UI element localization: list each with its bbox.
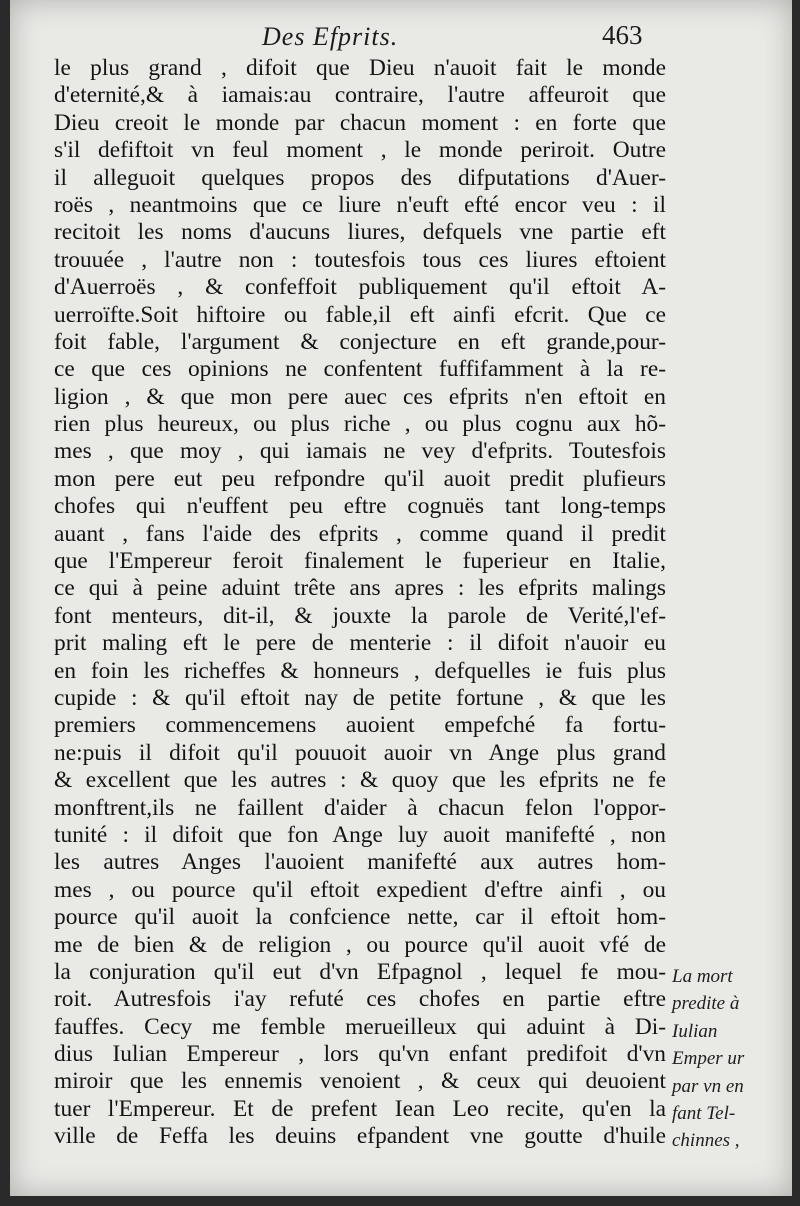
- margin-note-line: Iulian: [672, 1020, 718, 1042]
- text-line: roit. Autresfois i'ay refuté ces chofes en partie eftre: [54, 986, 666, 1013]
- text-line: le plus grand , difoit que Dieu n'auoit fait le monde: [54, 55, 666, 81]
- text-line: tunité : il difoit que fon Ange luy auoit manifefté , non: [54, 821, 666, 848]
- text-line: trouuée , l'autre non : toutesfois tous ces liures eftoient: [54, 246, 666, 273]
- text-line: d'Auerroës , & confeffoit publiquement qu'il eftoit A-: [54, 274, 666, 301]
- margin-note-line: La mort: [672, 966, 733, 987]
- text-line: premiers commencemens auoient empefché fa fortu-: [54, 712, 666, 739]
- text-line: fauffes. Cecy me femble merueilleux qui aduint à Di-: [54, 1013, 666, 1040]
- text-line: mon pere eut peu refpondre qu'il auoit predit plufieurs: [54, 465, 666, 492]
- text-line: ce qui à peine aduint trête ans apres : les efprits malings: [54, 575, 666, 602]
- text-line: prit maling eft le pere de menterie : il difoit n'auoir eu: [54, 630, 666, 657]
- text-line: uerroïfte.Soit hiftoire ou fable,il eft ainfi efcrit. Que ce: [54, 301, 666, 328]
- text-line: chofes qui n'euffent peu eftre cognuës tant long-temps: [54, 493, 666, 520]
- running-title: Des Efprits.: [262, 22, 399, 51]
- text-line: auant , fans l'aide des efprits , comme quand il predit: [54, 520, 666, 547]
- text-line: ligion , & que mon pere auec ces efprits n'en eftoit en: [54, 383, 666, 410]
- text-line: dius Iulian Empereur , lors qu'vn enfant predifoit d'vn: [54, 1041, 666, 1068]
- text-line: mes , ou pource qu'il eftoit expedient d'eftre ainfi , ou: [54, 876, 666, 903]
- text-line: foit fable, l'argument & conjecture en eft grande,pour-: [54, 328, 666, 355]
- text-line: recitoit les noms d'aucuns liures, defquels vne partie eft: [54, 219, 666, 246]
- page-header: [10, 22, 792, 58]
- text-line: pource qu'il auoit la confcience nette, car il eftoit hom-: [54, 904, 666, 931]
- text-line: rien plus heureux, ou plus riche , ou plus cognu aux hõ-: [54, 411, 666, 438]
- text-line: tuer l'Empereur. Et de prefent Iean Leo recite, qu'en la: [54, 1095, 666, 1122]
- margin-note-line: par vn en: [672, 1075, 744, 1097]
- text-line: il alleguoit quelques propos des difputations d'Auer-: [54, 164, 666, 191]
- text-line: & excellent que les autres : & quoy que les efprits ne fe: [54, 767, 666, 794]
- text-line: miroir que les ennemis venoient , & ceux qui deuoient: [54, 1068, 666, 1095]
- text-line: cupide : & qu'il eftoit nay de petite fortune , & que les: [54, 684, 666, 711]
- text-line: ne:puis il difoit qu'il pouuoit auoir vn Ange plus grand: [54, 739, 666, 766]
- text-line: Dieu creoit le monde par chacun moment : en forte que: [54, 109, 666, 136]
- text-line: mes , que moy , qui iamais ne vey d'efprits. Toutesfois: [54, 438, 666, 465]
- margin-note-line: chinnes ,: [672, 1130, 740, 1152]
- book-page: [10, 0, 792, 1196]
- text-line: monftrent,ils ne faillent d'aider à chacun felon l'oppor-: [54, 794, 666, 821]
- text-line: les autres Anges l'auoient manifefté aux autres hom-: [54, 849, 666, 876]
- margin-note: [672, 963, 790, 1155]
- margin-note-line: Emper ur: [672, 1048, 745, 1070]
- text-line: ce que ces opinions ne confentent fuffifamment à la re-: [54, 356, 666, 383]
- text-line: la conjuration qu'il eut d'vn Efpagnol , lequel fe mou-: [54, 958, 666, 985]
- text-line: en foin les richeffes & honneurs , defquelles ie fuis plus: [54, 657, 666, 684]
- text-line: font menteurs, dit-il, & jouxte la parole de Verité,l'ef-: [54, 602, 666, 629]
- text-line: ville de Feffa les deuins efpandent vne goutte d'huile: [54, 1123, 666, 1150]
- text-line: que l'Empereur feroit finalement le fuperieur en Italie,: [54, 548, 666, 575]
- page-number: 463: [602, 20, 643, 50]
- text-line: s'il defiftoit vn feul moment , le monde periroit. Outre: [54, 137, 666, 164]
- body-text: [54, 55, 666, 1151]
- margin-note-line: predite à: [672, 993, 740, 1015]
- text-line: d'eternité,& à iamais:au contraire, l'autre affeuroit que: [54, 82, 666, 109]
- margin-note-line: fant Tel-: [672, 1102, 736, 1124]
- text-line: me de bien & de religion , ou pource qu'il auoit vfé de: [54, 931, 666, 958]
- text-line: roës , neantmoins que ce liure n'euft efté encor veu : il: [54, 191, 666, 218]
